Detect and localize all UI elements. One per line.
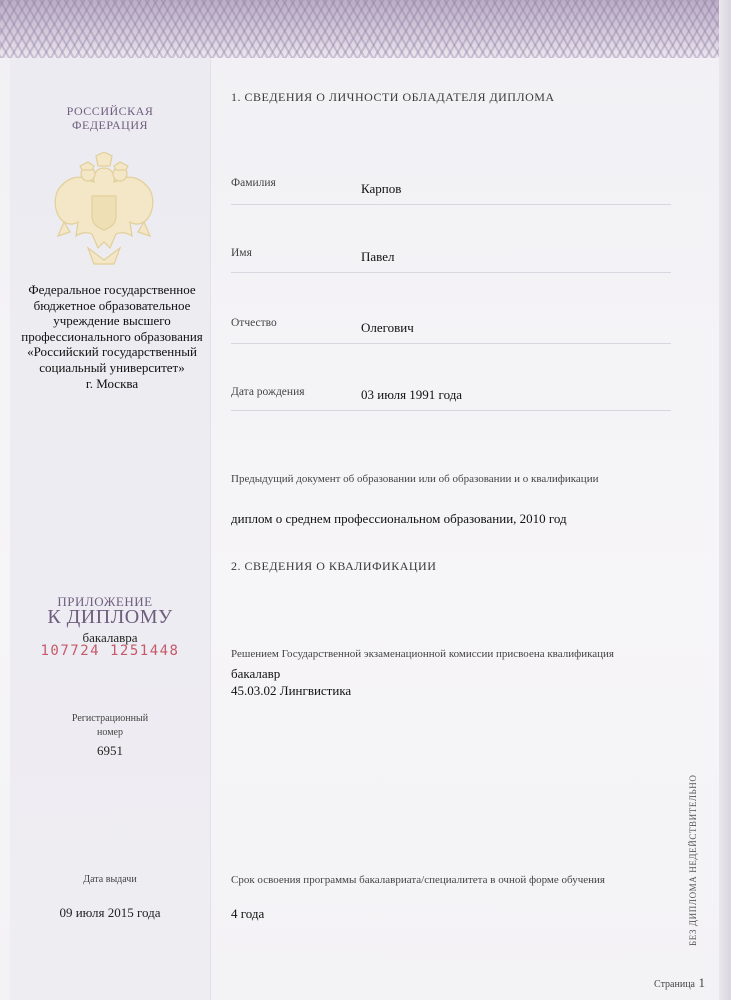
country-name xyxy=(40,104,180,132)
registration-label-line-1: Регистрационный xyxy=(71,713,149,724)
degree-label: бакалавра xyxy=(82,630,138,645)
university-line: учреждение высшего xyxy=(53,313,171,329)
section-1-title: 1. СВЕДЕНИЯ О ЛИЧНОСТИ ОБЛАДАТЕЛЯ ДИПЛОМА xyxy=(231,90,555,104)
patronymic-label: Отчество xyxy=(231,317,277,329)
birth-date-value: 03 июля 1991 года xyxy=(361,387,463,402)
university-name xyxy=(14,282,210,391)
appendix-subtitle: К ДИПЛОМУ xyxy=(47,606,173,628)
qualification-label: Решением Государственной экзаменационной комиссии присвоена квалификация xyxy=(231,648,614,660)
field-underline xyxy=(231,272,671,273)
double-headed-eagle-emblem-icon xyxy=(48,152,160,268)
serial-number: 107724 1251448 xyxy=(40,643,180,659)
qualification-value: бакалавр xyxy=(231,666,281,681)
registration-label xyxy=(40,712,180,740)
country-line-2: ФЕДЕРАЦИЯ xyxy=(72,118,148,132)
duration-label: Срок освоения программы бакалавриата/специалитета в очной форме обучения xyxy=(231,874,605,886)
validity-side-text: БЕЗ ДИПЛОМА НЕДЕЙСТВИТЕЛЬНО xyxy=(688,774,698,946)
page-label: Страница xyxy=(654,979,695,990)
field-underline xyxy=(231,410,671,411)
surname-label: Фамилия xyxy=(231,177,276,189)
patronymic-value: Олегович xyxy=(361,320,414,335)
duration-value: 4 года xyxy=(231,906,265,921)
university-line: Федеральное государственное xyxy=(28,282,196,297)
section-2-title: 2. СВЕДЕНИЯ О КВАЛИФИКАЦИИ xyxy=(231,559,437,573)
issue-date: 09 июля 2015 года xyxy=(59,905,161,920)
university-line: «Российский государственный xyxy=(27,344,197,360)
country-line-1: РОССИЙСКАЯ xyxy=(66,104,154,118)
guilloche-top-band xyxy=(0,0,731,58)
surname-value: Карпов xyxy=(361,181,402,196)
previous-document-label: Предыдущий документ об образовании или об образовании и о квалификации xyxy=(231,473,599,485)
issue-date-label: Дата выдачи xyxy=(83,874,137,885)
registration-label-line-2: номер xyxy=(97,727,123,738)
field-underline xyxy=(231,343,671,344)
specialty-value: 45.03.02 Лингвистика xyxy=(231,683,352,698)
name-label: Имя xyxy=(231,247,252,259)
university-city: г. Москва xyxy=(85,375,139,391)
appendix-title: ПРИЛОЖЕНИЕ xyxy=(57,594,153,609)
university-line: профессионального образования xyxy=(21,328,203,344)
university-line: социальный университет» xyxy=(39,359,185,375)
page-number: 1 xyxy=(698,975,705,990)
page-edge xyxy=(719,0,731,1000)
previous-document-value: диплом о среднем профессиональном образовании, 2010 год xyxy=(231,511,567,526)
name-value: Павел xyxy=(361,249,395,264)
university-line: бюджетное образовательное xyxy=(33,297,191,313)
field-underline xyxy=(231,204,671,205)
registration-number: 6951 xyxy=(97,743,123,758)
birth-date-label: Дата рождения xyxy=(231,386,305,398)
